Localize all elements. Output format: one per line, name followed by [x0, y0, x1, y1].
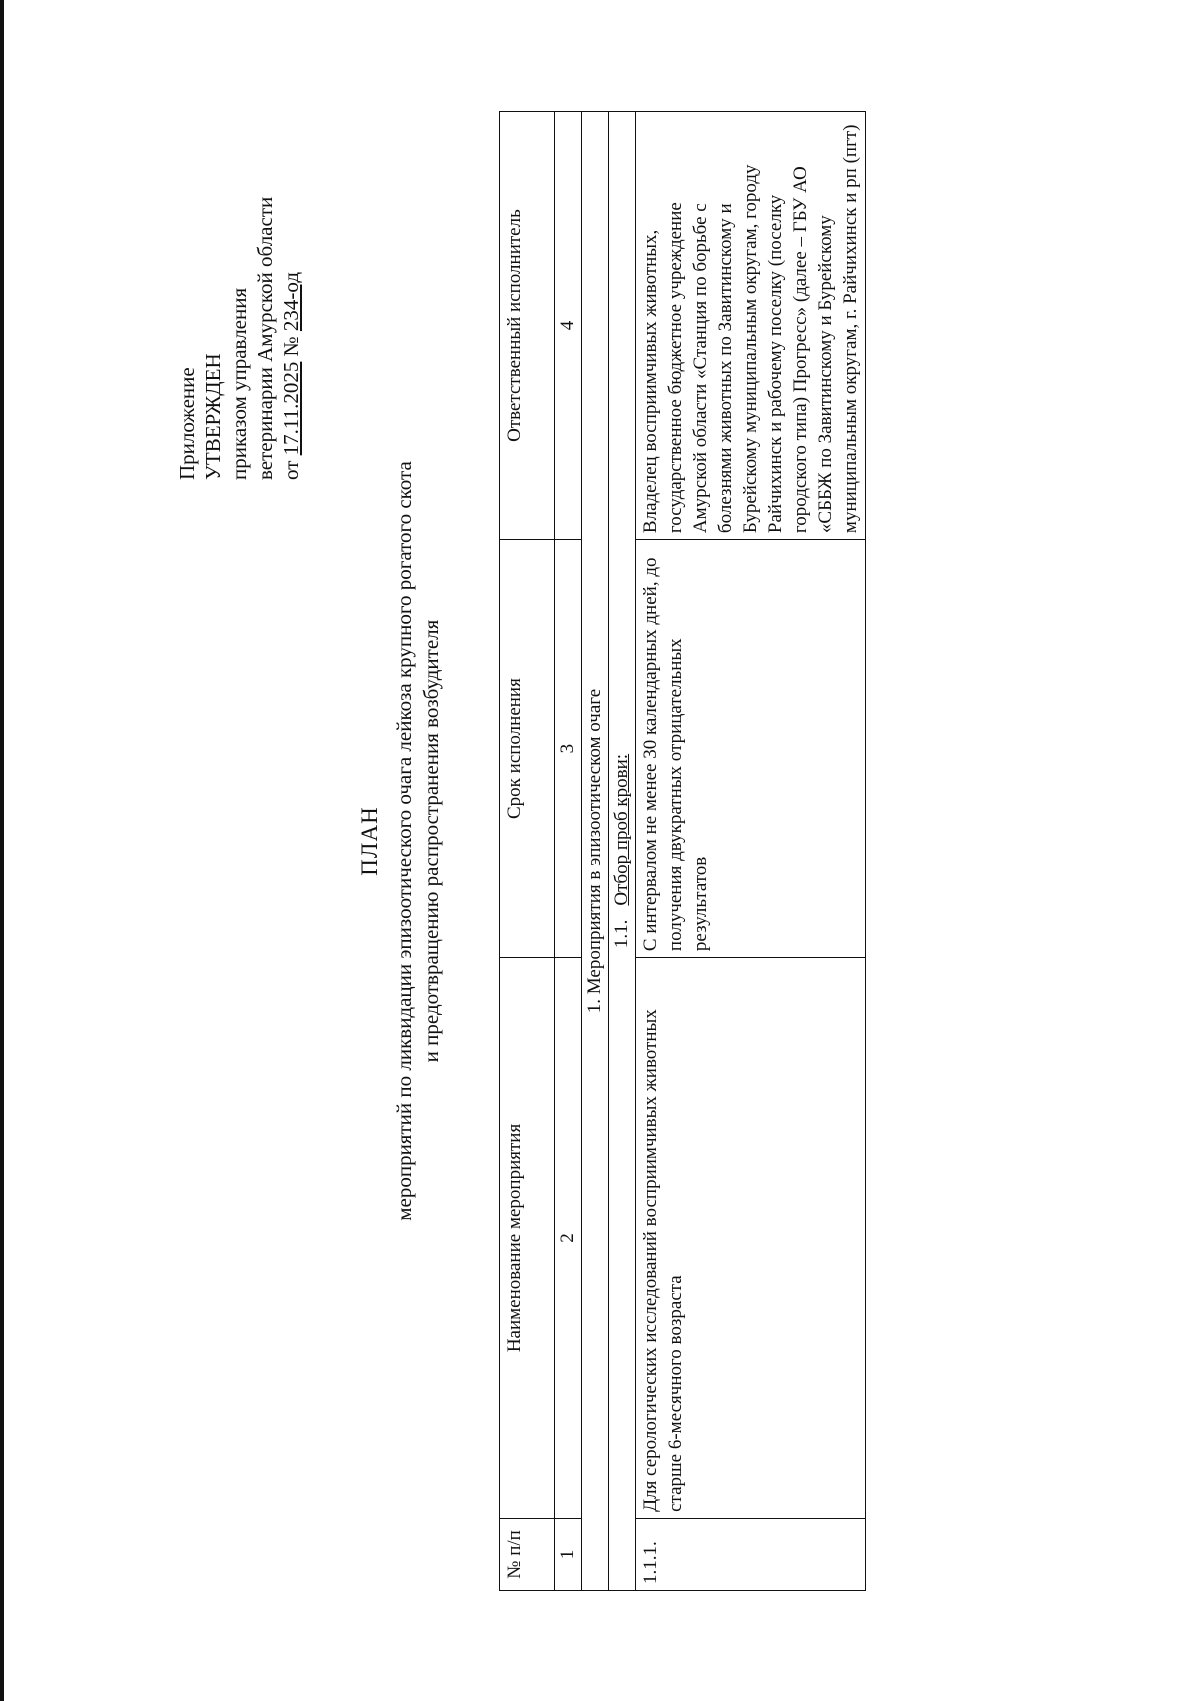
title-block	[356, 91, 445, 1591]
row-responsible: Владелец восприимчивых животных, государственное бюджетное учреждение Амурской области «Станция по борьбе с болезнями животных по Завитинскому и Бурейскому муниципальным округам, городу Райчихинск и рабочему поселку (поселку городского типа) Прогресс» (далее – ГБУ АО «СББЖ по Завитинскому и Бурейскому муниципальным округам, г. Райчихинск и рп (пгт)	[636, 112, 866, 540]
table-header-row	[500, 112, 555, 1591]
approval-number-sign: №	[279, 331, 303, 362]
table-row	[636, 112, 866, 1591]
column-index-row	[555, 112, 582, 1591]
header-num: № п/п	[500, 1518, 555, 1590]
section-row	[582, 112, 609, 1591]
header-name: Наименование мероприятия	[500, 958, 555, 1519]
row-name: Для серологических исследований восприимчивых животных старше 6-месячного возраста	[636, 958, 866, 1519]
approval-block	[174, 197, 304, 480]
row-number: 1.1.1.	[636, 1518, 866, 1590]
section-title: 1. Мероприятия в эпизоотическом очаге	[582, 112, 609, 1591]
approval-from-label: от	[279, 455, 303, 480]
approval-date: 17.11.2025	[279, 361, 303, 456]
column-index: 2	[555, 958, 582, 1519]
document-title: ПЛАН	[357, 806, 382, 876]
subsection-cell	[609, 112, 636, 1591]
subsection-row	[609, 112, 636, 1591]
approval-number: 234-од	[279, 271, 303, 332]
approval-line: УТВЕРЖДЕН	[201, 353, 225, 480]
approval-line: Приложение	[175, 367, 199, 480]
row-term: С интервалом не менее 30 календарных дней, до получения двукратных отрицательных результатов	[636, 540, 866, 958]
column-index: 1	[555, 1518, 582, 1590]
header-resp: Ответственный исполнитель	[500, 112, 555, 540]
subsection-title: Отбор проб крови:	[611, 753, 632, 906]
column-index: 3	[555, 540, 582, 958]
document-subtitle-line: и предотвращению распространения возбудителя	[419, 619, 443, 1063]
plan-table	[499, 111, 866, 1591]
header-term: Срок исполнения	[500, 540, 555, 958]
approval-line: приказом управления	[227, 287, 251, 480]
approval-line: ветеринарии Амурской области	[253, 196, 277, 480]
column-index: 4	[555, 112, 582, 540]
approval-date-line	[278, 197, 304, 480]
document-subtitle-line: мероприятий по ликвидации эпизоотического очага лейкоза крупного рогатого скота	[392, 461, 416, 1221]
subsection-number: 1.1.	[611, 919, 632, 949]
